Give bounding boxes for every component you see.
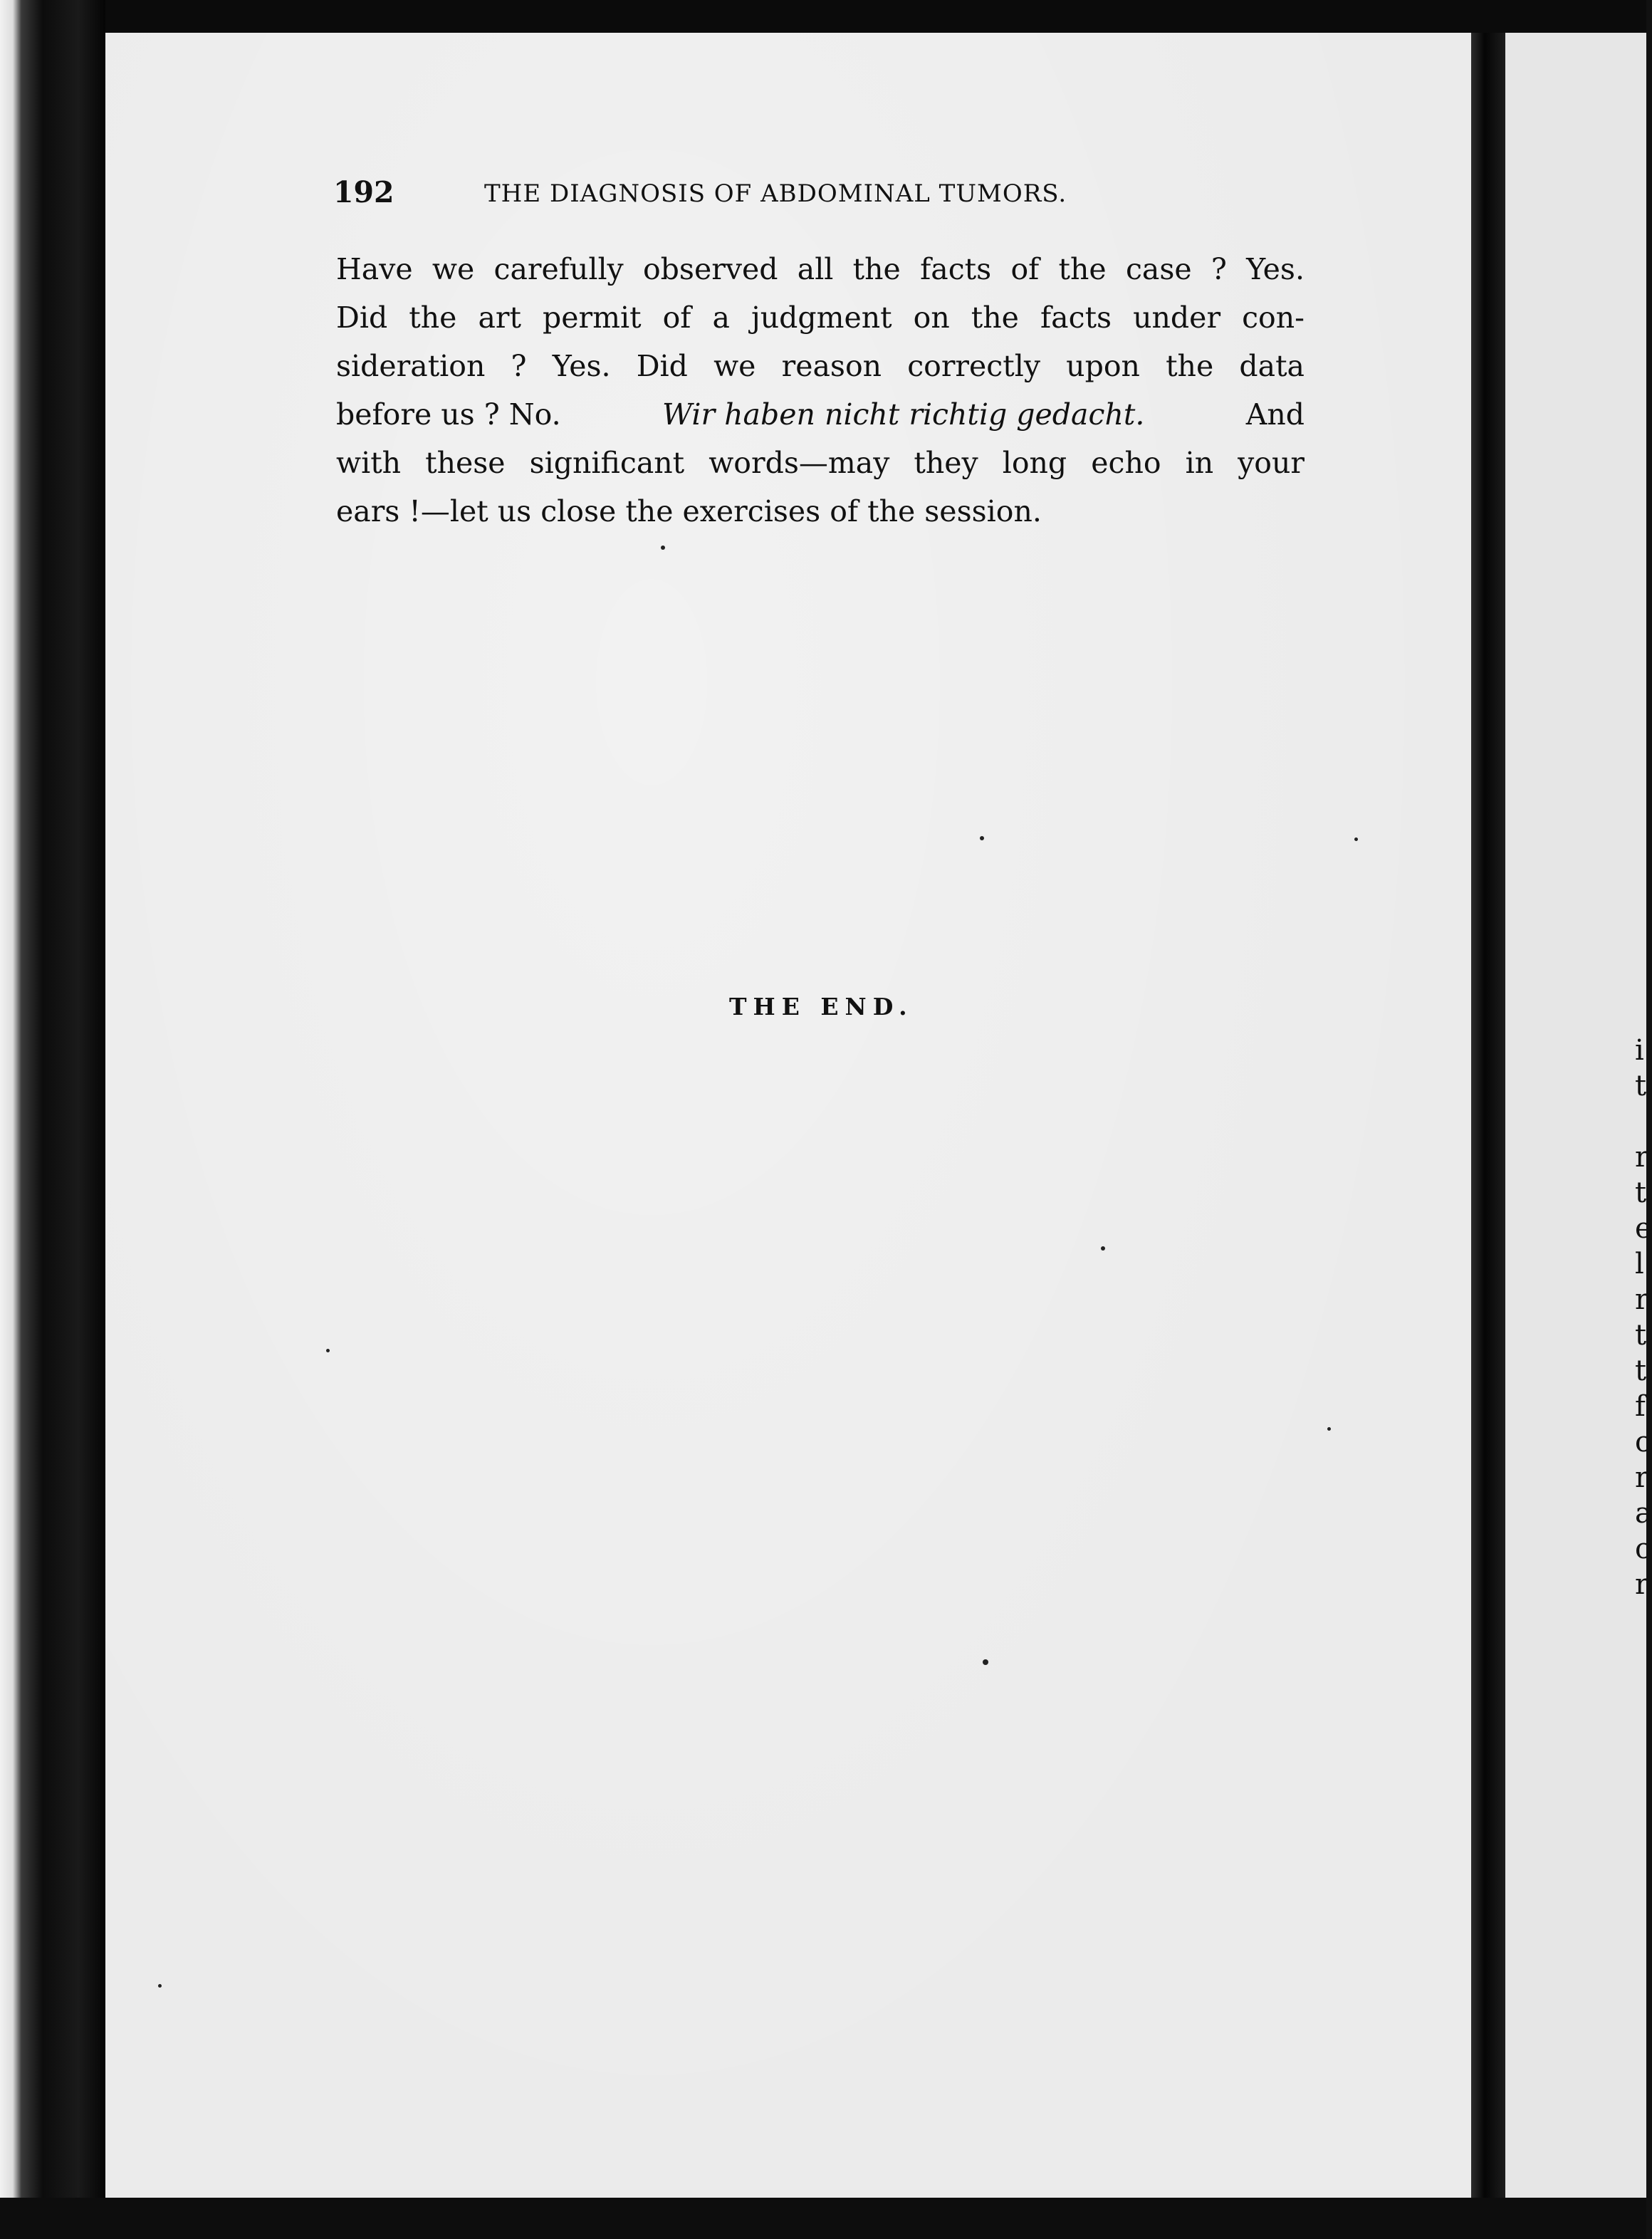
word: case: [1125, 252, 1192, 286]
word: ?: [511, 349, 527, 383]
word: with: [336, 446, 402, 480]
adjacent-page-letter: t: [1635, 1176, 1647, 1209]
paper-speck: [661, 546, 665, 550]
word: permit: [543, 301, 642, 335]
paper-speck: [326, 1349, 330, 1352]
paper-speck: [1101, 1246, 1105, 1251]
word: Have: [336, 252, 413, 286]
paper-speck: [983, 1659, 988, 1665]
adjacent-page-letter: a: [1635, 1497, 1652, 1530]
word: of: [662, 301, 691, 335]
word: these: [425, 446, 506, 480]
word: reason: [781, 349, 882, 383]
word: Yes.: [552, 349, 611, 383]
word: in: [1185, 446, 1214, 480]
word: the: [852, 252, 901, 286]
adjacent-page-letter: t: [1635, 1355, 1647, 1387]
word: judgment: [751, 301, 892, 335]
word: data: [1239, 349, 1305, 383]
word: echo: [1091, 446, 1161, 480]
word: of: [1010, 252, 1040, 286]
text-line: [336, 390, 1305, 439]
adjacent-page-letter: r: [1635, 1141, 1649, 1174]
word: on: [913, 301, 950, 335]
adjacent-page-letter: t: [1635, 1070, 1647, 1102]
book-gutter: [1471, 33, 1505, 2198]
word: Did: [636, 349, 688, 383]
word: ?: [1211, 252, 1227, 286]
adjacent-page-edge: [1505, 33, 1652, 2198]
adjacent-page-letter: r: [1635, 1461, 1649, 1494]
body-paragraph: [336, 245, 1305, 536]
word: the: [1166, 349, 1214, 383]
german-quotation: Wir haben nicht richtig gedacht.: [662, 397, 1145, 432]
word: words—may: [709, 446, 890, 480]
paper-speck: [1354, 837, 1358, 841]
adjacent-page-letter: [1635, 1104, 1646, 1139]
word: con-: [1242, 301, 1305, 335]
word: sideration: [336, 349, 486, 383]
text-line: [336, 342, 1305, 390]
word: carefully: [493, 252, 624, 286]
the-end-label: THE END.: [729, 993, 914, 1021]
word: a: [712, 301, 730, 335]
page-number: 192: [333, 175, 394, 209]
scan-left-border: [0, 0, 105, 2239]
text-segment: And: [1245, 397, 1305, 432]
adjacent-page-letter: i: [1635, 1034, 1644, 1067]
scan-top-border: [0, 0, 1646, 33]
word: Yes.: [1246, 252, 1305, 286]
word: facts: [1040, 301, 1112, 335]
word: the: [971, 301, 1019, 335]
adjacent-page-letter: c: [1635, 1426, 1651, 1458]
word: all: [797, 252, 834, 286]
adjacent-page-letter: f: [1635, 1390, 1646, 1423]
adjacent-page-letter: r: [1635, 1283, 1649, 1316]
word: correctly: [907, 349, 1041, 383]
text-line: ears !—let us close the exercises of the session.: [336, 494, 1042, 528]
adjacent-page-letter: l: [1635, 1248, 1644, 1280]
word: the: [1058, 252, 1107, 286]
scan-bottom-border: [0, 2198, 1646, 2239]
text-line: [336, 245, 1305, 293]
word: the: [409, 301, 457, 335]
word: your: [1238, 446, 1305, 480]
text-line: [336, 439, 1305, 487]
adjacent-page-letters: [1635, 1033, 1652, 1602]
adjacent-page-letter: c: [1635, 1533, 1651, 1565]
adjacent-page-letter: r: [1635, 1568, 1649, 1601]
paper-speck: [980, 836, 984, 840]
word: facts: [920, 252, 992, 286]
word: under: [1133, 301, 1221, 335]
word: upon: [1066, 349, 1140, 383]
word: observed: [642, 252, 778, 286]
text-line: [336, 293, 1305, 342]
text-segment: before us ? No.: [336, 397, 561, 432]
word: they: [914, 446, 978, 480]
paper-speck: [158, 1984, 162, 1988]
word: Did: [336, 301, 388, 335]
word: significant: [529, 446, 685, 480]
word: art: [478, 301, 521, 335]
word: we: [432, 252, 475, 286]
running-title: THE DIAGNOSIS OF ABDOMINAL TUMORS.: [484, 179, 1067, 208]
paper-speck: [1327, 1427, 1331, 1431]
word: we: [713, 349, 756, 383]
word: long: [1002, 446, 1067, 480]
adjacent-page-letter: e: [1635, 1212, 1652, 1245]
adjacent-page-letter: t: [1635, 1319, 1647, 1352]
